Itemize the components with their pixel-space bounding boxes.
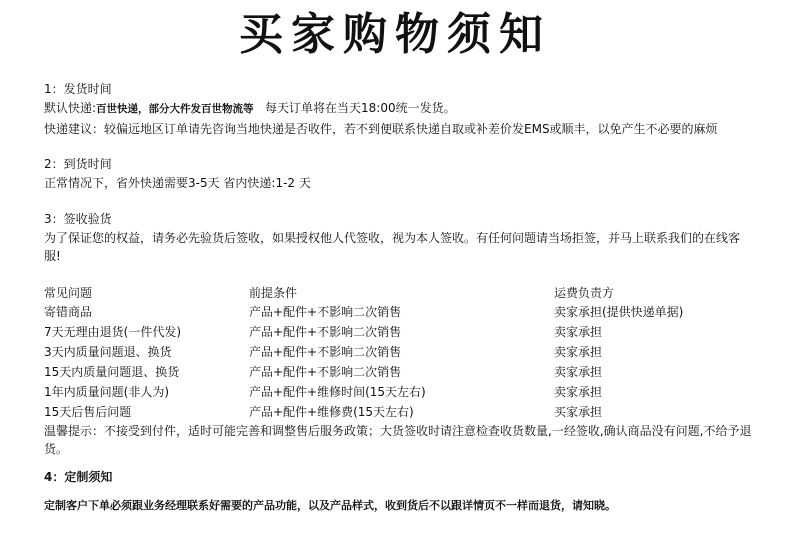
section-1-heading: 1：发货时间 xyxy=(44,82,112,96)
table-cell: 买家承担 xyxy=(554,405,603,419)
section-2-line-1: 正常情况下，省外快递需要3-5天 省内快递:1-2 天 xyxy=(44,176,311,190)
section-4-heading: 4：定制须知 xyxy=(44,470,113,484)
table-header-issue: 常见问题 xyxy=(44,286,93,300)
section-1-line-2: 快递建议：较偏远地区订单请先咨询当地快递是否收件，若不到便联系快递自取或补差价发EMS或顺丰，以免产生不必要的麻烦 xyxy=(44,122,718,136)
table-cell: 产品+配件+维修时间(15天左右) xyxy=(249,385,426,399)
section-4-line-1: 定制客户下单必须跟业务经理联系好需要的产品功能，以及产品样式，收到货后不以跟详情页不一样而退货，请知晓。 xyxy=(44,499,616,512)
table-cell: 15天内质量问题退、换货 xyxy=(44,365,180,379)
table-cell: 卖家承担(提供快递单据) xyxy=(554,305,684,319)
section-3-heading: 3：签收验货 xyxy=(44,212,112,226)
section-3-line-1: 为了保证您的权益，请务必先验货后签收，如果授权他人代签收，视为本人签收。有任何问题请当场拒签，并马上联系我们的在线客服! xyxy=(44,231,741,263)
table-cell: 卖家承担 xyxy=(554,345,603,359)
table-cell: 产品+配件+不影响二次销售 xyxy=(249,305,402,319)
notice-text: 温馨提示：不接受到付件，适时可能完善和调整售后服务政策；大货签收时请注意检查收货数量,一经签收,确认商品没有问题,不给予退货。 xyxy=(44,424,752,456)
table-cell: 寄错商品 xyxy=(44,305,93,319)
default-courier-label: 默认快递: xyxy=(44,101,97,115)
page-title: 买家购物须知 xyxy=(239,9,551,60)
table-cell: 卖家承担 xyxy=(554,325,603,339)
dispatch-time-note: 每天订单将在当天18:00统一发货。 xyxy=(265,101,456,115)
section-1-line-1 xyxy=(44,99,456,118)
table-cell: 产品+配件+不影响二次销售 xyxy=(249,365,402,379)
table-cell: 产品+配件+维修费(15天左右) xyxy=(249,405,414,419)
table-cell: 产品+配件+不影响二次销售 xyxy=(249,325,402,339)
table-cell: 产品+配件+不影响二次销售 xyxy=(249,345,402,359)
default-courier-value: 百世快递，部分大件发百世物流等 xyxy=(96,103,254,115)
table-cell: 7天无理由退货(一件代发) xyxy=(44,325,181,339)
table-header-freight: 运费负责方 xyxy=(554,286,615,300)
table-cell: 3天内质量问题退、换货 xyxy=(44,345,172,359)
table-cell: 卖家承担 xyxy=(554,365,603,379)
section-2-heading: 2：到货时间 xyxy=(44,157,112,171)
table-cell: 卖家承担 xyxy=(554,385,603,399)
table-cell: 1年内质量问题(非人为) xyxy=(44,385,169,399)
table-cell: 15天后售后问题 xyxy=(44,405,132,419)
table-header-condition: 前提条件 xyxy=(249,286,298,300)
